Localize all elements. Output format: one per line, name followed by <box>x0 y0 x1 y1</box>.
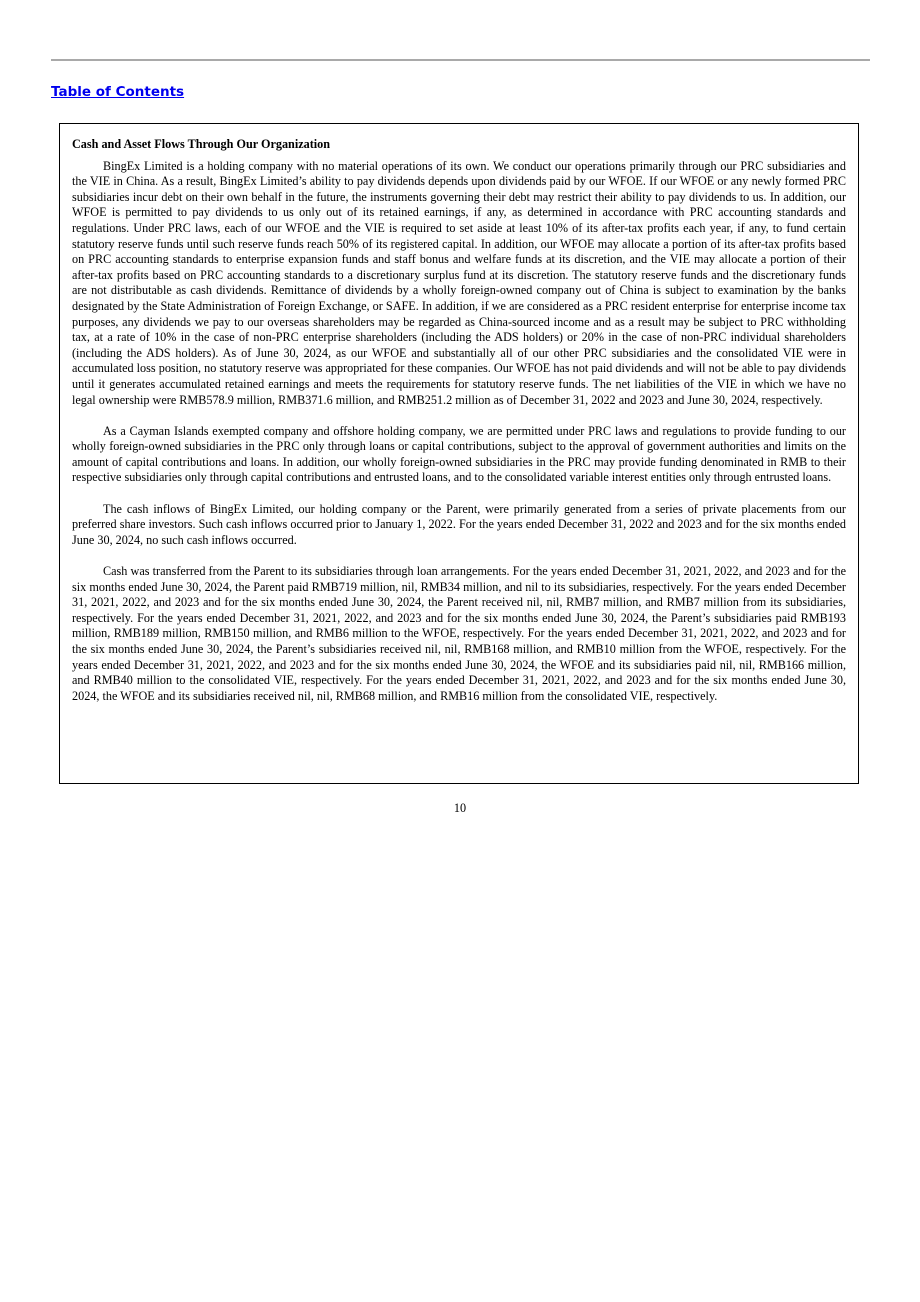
table-of-contents-link[interactable]: Table of Contents <box>51 84 185 100</box>
page-number: 10 <box>453 801 467 815</box>
paragraph-cash-transfers: Cash was transferred from the Parent to its subsidiaries through loan arrangements. For the years ended December 31, 2021, 2022, and 2023 and for the six months ended June 30, 2024, the Parent paid RMB719 million, nil, RMB34 million, and nil to its subsidiaries, respectively. For the years ended December 31, 2021, 2022, and 2023 and for the six months ended June 30, 2024, the Parent received nil, nil, RMB7 million, and RMB7 million from its subsidiaries, respectively. For the years ended December 31, 2021, 2022, and 2023 and for the six months ended June 30, 2024, the Parent’s subsidiaries paid RMB193 million, RMB189 million, RMB150 million, and RMB6 million to the WFOE, respectively. For the years ended December 31, 2021, 2022, and 2023 and for the six months ended June 30, 2024, the Parent’s subsidiaries received nil, nil, RMB168 million, and RMB10 million from the WFOE, respectively. For the years ended December 31, 2021, 2022, and 2023 and for the six months ended June 30, 2024, the WFOE and its subsidiaries paid nil, nil, RMB166 million, and RMB40 million to the consolidated VIE, respectively. For the years ended December 31, 2021, 2022, and 2023 and for the six months ended June 30, 2024, the WFOE and its subsidiaries received nil, nil, RMB68 million, and RMB16 million from the consolidated VIE, respectively. <box>72 564 846 703</box>
paragraph-funding: As a Cayman Islands exempted company and offshore holding company, we are permitted under PRC laws and regulations to provide funding to our wholly foreign-owned subsidiaries in the PRC only through loans or capital contributions, subject to the approval of government authorities and limits on the amount of capital contributions and loans. In addition, our wholly foreign-owned subsidiaries in the PRC may provide funding denominated in RMB to their respective subsidiaries only through capital contributions and entrusted loans, and to the consolidated variable interest entities only through entrusted loans. <box>72 423 846 485</box>
header-rule <box>51 59 870 61</box>
paragraph-cash-inflows: The cash inflows of BingEx Limited, our holding company or the Parent, were primarily generated from a series of private placements from our preferred share investors. Such cash inflows occurred prior to January 1, 2022. For the years ended December 31, 2022 and 2023 and for the six months ended June 30, 2024, no such cash inflows occurred. <box>72 501 846 547</box>
paragraph-dividends: BingEx Limited is a holding company with no material operations of its own. We conduct our operations primarily through our PRC subsidiaries and the VIE in China. As a result, BingEx Limited’s ability to pay dividends depends upon dividends paid by our WFOE. If our WFOE or any newly formed PRC subsidiaries incur debt on their own behalf in the future, the instruments governing their debt may restrict their ability to pay dividends to us. In addition, our WFOE is permitted to pay dividends to us only out of its retained earnings, if any, as determined in accordance with PRC accounting standards and regulations. Under PRC laws, each of our WFOE and the VIE is required to set aside at least 10% of its after-tax profits each year, if any, to fund certain statutory reserve funds until such reserve funds reach 50% of its registered capital. In addition, our WFOE may allocate a portion of its after-tax profits based on PRC accounting standards to enterprise expansion funds and staff bonus and welfare funds at its discretion, and the VIE may allocate a portion of their after-tax profits based on PRC accounting standards to a discretionary surplus fund at its discretion. The statutory reserve funds and the discretionary funds are not distributable as cash dividends. Remittance of dividends by a wholly foreign-owned company out of China is subject to examination by the banks designated by the State Administration of Foreign Exchange, or SAFE. In addition, if we are considered as a PRC resident enterprise for enterprise income tax purposes, any dividends we pay to our overseas shareholders may be regarded as China-sourced income and as a result may be subject to PRC withholding tax, at a rate of 10% in the case of non-PRC enterprise shareholders (including the ADS holders) or 20% in the case of non-PRC individual shareholders (including the ADS holders). As of June 30, 2024, as our WFOE and substantially all of our other PRC subsidiaries and the consolidated VIE were in accumulated loss position, no statutory reserve was appropriated for these companies. Our WFOE has not paid dividends and will not be able to pay dividends until it generates accumulated retained earnings and meets the requirements for statutory reserve funds. The net liabilities of the VIE in which we have no legal ownership were RMB578.9 million, RMB371.6 million, and RMB251.2 million as of December 31, 2022 and 2023 and June 30, 2024, respectively. <box>72 158 846 407</box>
section-heading: Cash and Asset Flows Through Our Organization <box>72 137 331 151</box>
cash-flows-section-box <box>59 123 859 784</box>
